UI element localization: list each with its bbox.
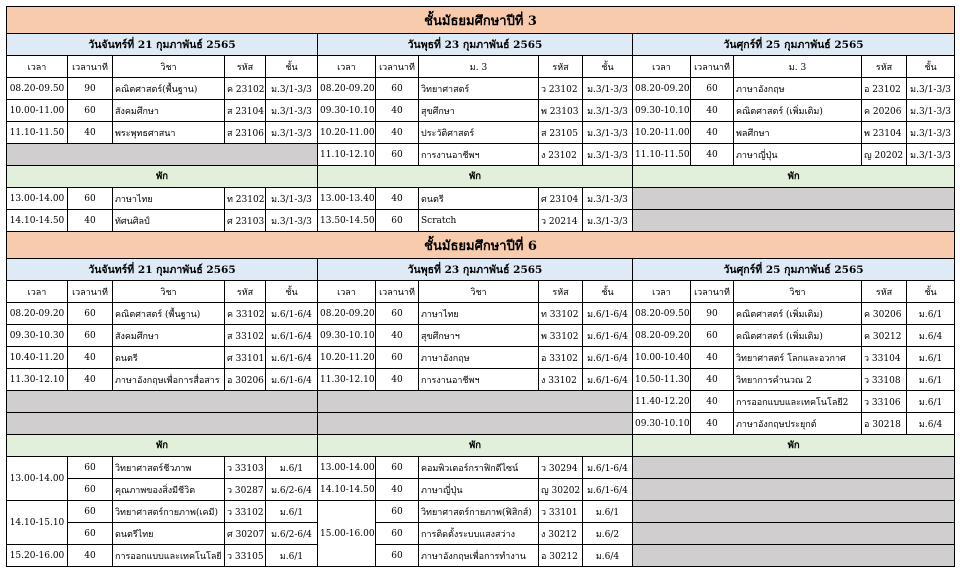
m3-mon-class-cell: ม.3/1-3/3	[266, 78, 318, 100]
m3-fri-minutes-cell: 60	[691, 78, 734, 100]
m6-fri-code-cell: ว 33106	[862, 391, 907, 413]
m3-fri-minutes-cell: 40	[691, 144, 734, 166]
m6-mon-time-cell: 08.20-09.20	[7, 303, 68, 325]
m3-day-header-row	[7, 34, 955, 56]
m6-mon-time-cell: 13.00-14.00	[7, 457, 68, 501]
m6-wed-col-header: เวลา	[318, 281, 376, 303]
m3-wed-minutes-cell: 60	[376, 78, 419, 100]
m3-mon-empty-cell	[7, 144, 318, 166]
m6-fri-subject-cell: วิทยาการคำนวณ 2	[734, 369, 862, 391]
m3-fri-subject-cell: ภาษาอังกฤษ	[734, 78, 862, 100]
m3-mon-minutes-cell: 40	[68, 210, 113, 232]
m3-fri-break-label: พัก	[633, 166, 955, 188]
m6-fri-col-header: เวลา	[633, 281, 691, 303]
m6-wed-minutes-cell: 60	[376, 347, 419, 369]
m3-afternoon-row	[7, 188, 955, 210]
m6-mon-class-cell: ม.6/1	[266, 457, 318, 479]
m3-break-row	[7, 166, 955, 188]
m6-mon-class-cell: ม.6/2-6/4	[266, 479, 318, 501]
m6-fri-code-cell: ค 30206	[862, 303, 907, 325]
m6-wed-col-header: รหัส	[539, 281, 583, 303]
m3-wed-code-cell: พ 23103	[539, 100, 583, 122]
m6-mon-class-cell: ม.6/2-6/4	[266, 523, 318, 545]
m3-fri-subject-cell: ภาษาญี่ปุ่น	[734, 144, 862, 166]
m3-wed-minutes-cell: 40	[376, 100, 419, 122]
m6-wed-code-cell: อ 33102	[539, 347, 583, 369]
m3-wed-subject-cell: ประวัติศาสตร์	[419, 122, 539, 144]
m3-title-row	[7, 7, 955, 34]
m6-mon-time-cell: 09.30-10.30	[7, 325, 68, 347]
m3-wed-time-cell: 08.20-09.20	[318, 78, 376, 100]
m6-morning-row	[7, 303, 955, 325]
m6-wed-code-cell: ท 33102	[539, 303, 583, 325]
m3-mon-time-cell: 13.00-14.00	[7, 188, 68, 210]
m3-fri-empty-cell	[633, 188, 955, 210]
m6-mon-col-header: รหัส	[225, 281, 266, 303]
m3-mon-col-header: เวลา	[7, 56, 68, 78]
m6-mon-class-cell: ม.6/1-6/4	[266, 347, 318, 369]
m6-fri-subject-cell: ภาษาอังกฤษประยุกต์	[734, 413, 862, 435]
m3-column-header-row	[7, 56, 955, 78]
m6-wed-subject-cell: ภาษาอังกฤษเพื่อการทำงาน	[419, 545, 539, 567]
m3-wed-code-cell: ส 23105	[539, 122, 583, 144]
m3-fri-subject-cell: พลศึกษา	[734, 122, 862, 144]
m3-mon-col-header: ชั้น	[266, 56, 318, 78]
m6-wed-time-cell: 10.20-11.20	[318, 347, 376, 369]
m3-fri-subject-cell: คณิตศาสตร์ (เพิ่มเติม)	[734, 100, 862, 122]
m6-fri-time-cell: 09.30-10.10	[633, 413, 691, 435]
m6-wed-class-cell: ม.6/1-6/4	[583, 347, 633, 369]
m6-mon-minutes-cell: 60	[68, 457, 113, 479]
m3-afternoon-row	[7, 210, 955, 232]
m3-wed-class-cell: ม.3/1-3/3	[583, 188, 633, 210]
m3-fri-minutes-cell: 40	[691, 100, 734, 122]
m3-mon-code-cell: ค 23102	[225, 78, 266, 100]
m6-day-header-row	[7, 259, 955, 281]
m6-fri-minutes-cell: 90	[691, 303, 734, 325]
schedule-body	[7, 7, 955, 567]
m6-fri-col-header: รหัส	[862, 281, 907, 303]
m6-wed-class-cell: ม.6/4	[583, 545, 633, 567]
m6-fri-minutes-cell: 40	[691, 413, 734, 435]
m6-wed-code-cell: ว 33101	[539, 501, 583, 523]
m6-mon-code-cell: ว 33105	[225, 545, 266, 567]
m3-mon-time-cell: 10.00-11.00	[7, 100, 68, 122]
m6-wed-subject-cell: ภาษาญี่ปุ่น	[419, 479, 539, 501]
m3-wed-code-cell: ว 20214	[539, 210, 583, 232]
m6-mon-time-cell: 15.20-16.00	[7, 545, 68, 567]
m6-fri-minutes-cell: 40	[691, 369, 734, 391]
m6-fri-empty-cell	[633, 523, 955, 545]
m6-mon-code-cell: ศ 30207	[225, 523, 266, 545]
m3-mon-code-cell: ส 23106	[225, 122, 266, 144]
m6-title-row	[7, 232, 955, 259]
m3-day-mon-header: วันจันทร์ที่ 21 กุมภาพันธ์ 2565	[7, 34, 318, 56]
m6-wed-code-cell: ญ 30202	[539, 479, 583, 501]
m6-title: ชั้นมัธยมศึกษาปีที่ 6	[7, 232, 955, 259]
m6-fri-empty-cell	[633, 545, 955, 567]
m3-wed-col-header: ชั้น	[583, 56, 633, 78]
m3-mon-subject-cell: ทัศนศิลป์	[113, 210, 225, 232]
m6-mon-empty-cell	[7, 413, 318, 435]
m6-wed-class-cell: ม.6/1	[583, 501, 633, 523]
m6-fri-class-cell: ม.6/4	[907, 413, 955, 435]
m6-mon-class-cell: ม.6/1-6/4	[266, 369, 318, 391]
m3-wed-minutes-cell: 60	[376, 144, 419, 166]
m6-mon-code-cell: ว 33102	[225, 501, 266, 523]
m3-morning-row	[7, 144, 955, 166]
m6-mon-class-cell: ม.6/1	[266, 501, 318, 523]
m6-wed-class-cell: ม.6/1-6/4	[583, 303, 633, 325]
m3-mon-time-cell: 14.10-14.50	[7, 210, 68, 232]
m6-break-row	[7, 435, 955, 457]
m6-fri-code-cell: ว 33108	[862, 369, 907, 391]
m6-mon-class-cell: ม.6/1-6/4	[266, 303, 318, 325]
m6-fri-time-cell: 10.50-11.30	[633, 369, 691, 391]
m6-mon-minutes-cell: 60	[68, 501, 113, 523]
m3-morning-row	[7, 78, 955, 100]
m6-wed-minutes-cell: 60	[376, 457, 419, 479]
m6-wed-code-cell: พ 33102	[539, 325, 583, 347]
m6-column-header-row	[7, 281, 955, 303]
m6-mon-minutes-cell: 60	[68, 523, 113, 545]
m6-wed-subject-cell: วิทยาศาสตร์กายภาพ(ฟิสิกส์)	[419, 501, 539, 523]
m6-wed-col-header: เวลานาที	[376, 281, 419, 303]
m6-wed-code-cell: ง 33102	[539, 369, 583, 391]
m6-mon-col-header: เวลานาที	[68, 281, 113, 303]
m6-fri-empty-cell	[633, 501, 955, 523]
m6-mon-col-header: ชั้น	[266, 281, 318, 303]
m3-mon-class-cell: ม.3/1-3/3	[266, 188, 318, 210]
m6-afternoon-row	[7, 523, 955, 545]
m6-mon-break-label: พัก	[7, 435, 318, 457]
m6-mon-col-header: เวลา	[7, 281, 68, 303]
m3-fri-col-header: ชั้น	[907, 56, 955, 78]
m3-morning-row	[7, 100, 955, 122]
m6-mon-subject-cell: สังคมศึกษา	[113, 325, 225, 347]
m3-wed-subject-cell: สุขศึกษา	[419, 100, 539, 122]
m3-wed-code-cell: ว 23102	[539, 78, 583, 100]
m3-fri-code-cell: ญ 20202	[862, 144, 907, 166]
m3-fri-col-header: เวลา	[633, 56, 691, 78]
m6-wed-code-cell: อ 30212	[539, 545, 583, 567]
m6-wed-subject-cell: คอมพิวเตอร์กราฟิกดีไซน์	[419, 457, 539, 479]
m3-wed-time-cell: 10.20-11.00	[318, 122, 376, 144]
m6-wed-subject-cell: สุขศึกษาฯ	[419, 325, 539, 347]
m6-wed-minutes-cell: 60	[376, 523, 419, 545]
m6-mon-code-cell: ค 33102	[225, 303, 266, 325]
m6-wed-code-cell: ว 30294	[539, 457, 583, 479]
m6-fri-time-cell: 11.40-12.20	[633, 391, 691, 413]
m3-mon-class-cell: ม.3/1-3/3	[266, 122, 318, 144]
m6-mon-code-cell: ส 33102	[225, 325, 266, 347]
m6-wed-time-cell: 11.30-12.10	[318, 369, 376, 391]
m3-mon-minutes-cell: 60	[68, 100, 113, 122]
m6-wed-time-cell: 08.20-09.20	[318, 303, 376, 325]
m3-wed-col-header: ม. 3	[419, 56, 539, 78]
m3-mon-minutes-cell: 90	[68, 78, 113, 100]
m3-wed-time-cell: 11.10-12.10	[318, 144, 376, 166]
m3-wed-col-header: เวลา	[318, 56, 376, 78]
m3-fri-code-cell: อ 23102	[862, 78, 907, 100]
m6-mon-subject-cell: วิทยาศาสตร์กายภาพ(เคมี)	[113, 501, 225, 523]
m6-afternoon-row	[7, 457, 955, 479]
m6-fri-code-cell: อ 30218	[862, 413, 907, 435]
m6-mon-minutes-cell: 60	[68, 325, 113, 347]
m3-mon-minutes-cell: 40	[68, 122, 113, 144]
m3-wed-time-cell: 13.50-14.50	[318, 210, 376, 232]
m6-mon-code-cell: อ 30206	[225, 369, 266, 391]
m6-wed-subject-cell: การงานอาชีพฯ	[419, 369, 539, 391]
m3-mon-minutes-cell: 60	[68, 188, 113, 210]
m3-wed-subject-cell: วิทยาศาสตร์	[419, 78, 539, 100]
m3-mon-subject-cell: คณิตศาสตร์(พื้นฐาน)	[113, 78, 225, 100]
m6-morning-row	[7, 391, 955, 413]
m6-wed-subject-cell: ภาษาอังกฤษ	[419, 347, 539, 369]
m6-fri-class-cell: ม.6/1	[907, 369, 955, 391]
m6-fri-time-cell: 10.00-10.40	[633, 347, 691, 369]
m3-fri-col-header: รหัส	[862, 56, 907, 78]
m6-morning-row	[7, 369, 955, 391]
schedule-table	[6, 6, 955, 567]
m6-wed-time-cell: 09.30-10.10	[318, 325, 376, 347]
m6-fri-col-header: วิชา	[734, 281, 862, 303]
m3-fri-col-header: เวลานาที	[691, 56, 734, 78]
m6-afternoon-row	[7, 501, 955, 523]
m3-fri-time-cell: 09.30-10.10	[633, 100, 691, 122]
m6-fri-subject-cell: คณิตศาสตร์ (เพิ่มเติม)	[734, 303, 862, 325]
m3-mon-code-cell: ศ 23103	[225, 210, 266, 232]
m3-fri-code-cell: พ 23104	[862, 122, 907, 144]
m6-wed-subject-cell: การติดตั้งระบบแสงสว่าง	[419, 523, 539, 545]
m6-fri-class-cell: ม.6/1	[907, 303, 955, 325]
m3-fri-class-cell: ม.3/1-3/3	[907, 144, 955, 166]
m3-mon-class-cell: ม.3/1-3/3	[266, 210, 318, 232]
m6-wed-empty-cell	[318, 413, 633, 435]
m3-fri-code-cell: ค 20206	[862, 100, 907, 122]
m6-mon-class-cell: ม.6/1-6/4	[266, 325, 318, 347]
m6-wed-col-header: ชั้น	[583, 281, 633, 303]
m3-wed-class-cell: ม.3/1-3/3	[583, 210, 633, 232]
m6-mon-minutes-cell: 40	[68, 369, 113, 391]
m3-mon-time-cell: 08.20-09.50	[7, 78, 68, 100]
m3-mon-subject-cell: พระพุทธศาสนา	[113, 122, 225, 144]
m3-mon-subject-cell: สังคมศึกษา	[113, 100, 225, 122]
m3-mon-col-header: เวลานาที	[68, 56, 113, 78]
m3-mon-break-label: พัก	[7, 166, 318, 188]
m6-wed-class-cell: ม.6/1-6/4	[583, 369, 633, 391]
m6-morning-row	[7, 413, 955, 435]
m3-wed-code-cell: ง 23102	[539, 144, 583, 166]
m6-mon-subject-cell: คุณภาพของสิ่งมีชีวิต	[113, 479, 225, 501]
m6-wed-minutes-cell: 60	[376, 545, 419, 567]
m3-wed-minutes-cell: 60	[376, 210, 419, 232]
m3-day-wed-header: วันพุธที่ 23 กุมภาพันธ์ 2565	[318, 34, 633, 56]
m3-fri-class-cell: ม.3/1-3/3	[907, 78, 955, 100]
m6-day-mon-header: วันจันทร์ที่ 21 กุมภาพันธ์ 2565	[7, 259, 318, 281]
m6-fri-code-cell: ค 30212	[862, 325, 907, 347]
m3-mon-col-header: วิชา	[113, 56, 225, 78]
m3-wed-minutes-cell: 40	[376, 188, 419, 210]
m3-wed-subject-cell: การงานอาชีพฯ	[419, 144, 539, 166]
m3-title: ชั้นมัธยมศึกษาปีที่ 3	[7, 7, 955, 34]
m6-wed-empty-cell	[318, 391, 633, 413]
m6-wed-minutes-cell: 60	[376, 501, 419, 523]
m6-fri-time-cell: 08.20-09.50	[633, 303, 691, 325]
m6-fri-col-header: เวลานาที	[691, 281, 734, 303]
m6-mon-minutes-cell: 40	[68, 545, 113, 567]
m3-fri-col-header: ม. 3	[734, 56, 862, 78]
m6-fri-class-cell: ม.6/1	[907, 391, 955, 413]
m6-mon-code-cell: ว 33103	[225, 457, 266, 479]
m6-mon-subject-cell: วิทยาศาสตร์ชีวภาพ	[113, 457, 225, 479]
m3-fri-minutes-cell: 40	[691, 122, 734, 144]
m6-mon-col-header: วิชา	[113, 281, 225, 303]
m6-wed-minutes-cell: 40	[376, 325, 419, 347]
m3-wed-time-cell: 09.30-10.10	[318, 100, 376, 122]
m3-wed-subject-cell: Scratch	[419, 210, 539, 232]
m6-wed-code-cell: ง 30212	[539, 523, 583, 545]
m3-wed-code-cell: ศ 23104	[539, 188, 583, 210]
m3-wed-minutes-cell: 40	[376, 122, 419, 144]
m3-wed-subject-cell: ดนตรี	[419, 188, 539, 210]
m3-mon-code-cell: ท 23102	[225, 188, 266, 210]
m6-day-wed-header: วันพุธที่ 23 กุมภาพันธ์ 2565	[318, 259, 633, 281]
m3-wed-class-cell: ม.3/1-3/3	[583, 144, 633, 166]
m6-mon-time-cell: 11.30-12.10	[7, 369, 68, 391]
m6-mon-time-cell: 14.10-15.10	[7, 501, 68, 545]
m6-fri-empty-cell	[633, 457, 955, 479]
m3-mon-time-cell: 11.10-11.50	[7, 122, 68, 144]
m3-mon-class-cell: ม.3/1-3/3	[266, 100, 318, 122]
m3-wed-class-cell: ม.3/1-3/3	[583, 100, 633, 122]
m6-mon-minutes-cell: 60	[68, 479, 113, 501]
m6-mon-subject-cell: ภาษาอังกฤษเพื่อการสื่อสาร	[113, 369, 225, 391]
m3-wed-break-label: พัก	[318, 166, 633, 188]
m6-wed-class-cell: ม.6/2	[583, 523, 633, 545]
m6-mon-subject-cell: ดนตรี	[113, 347, 225, 369]
m3-fri-time-cell: 08.20-09.20	[633, 78, 691, 100]
m6-afternoon-row	[7, 479, 955, 501]
m6-fri-minutes-cell: 40	[691, 347, 734, 369]
m6-fri-break-label: พัก	[633, 435, 955, 457]
m3-mon-code-cell: ส 23104	[225, 100, 266, 122]
m3-fri-time-cell: 11.10-11.50	[633, 144, 691, 166]
m6-mon-time-cell: 10.40-11.20	[7, 347, 68, 369]
m3-wed-col-header: เวลานาที	[376, 56, 419, 78]
m6-mon-subject-cell: ดนตรีไทย	[113, 523, 225, 545]
m3-mon-subject-cell: ภาษาไทย	[113, 188, 225, 210]
m6-mon-minutes-cell: 40	[68, 347, 113, 369]
m6-wed-subject-cell: ภาษาไทย	[419, 303, 539, 325]
m6-wed-minutes-cell: 40	[376, 369, 419, 391]
m6-fri-code-cell: ว 33104	[862, 347, 907, 369]
m6-mon-subject-cell: คณิตศาสตร์ (พื้นฐาน)	[113, 303, 225, 325]
m6-wed-minutes-cell: 60	[376, 303, 419, 325]
m3-wed-class-cell: ม.3/1-3/3	[583, 122, 633, 144]
m3-fri-class-cell: ม.3/1-3/3	[907, 122, 955, 144]
m6-mon-class-cell: ม.6/1	[266, 545, 318, 567]
m6-fri-subject-cell: วิทยาศาสตร์ โลกและอวกาศ	[734, 347, 862, 369]
m6-morning-row	[7, 325, 955, 347]
m6-fri-subject-cell: การออกแบบและเทคโนโลยี2	[734, 391, 862, 413]
m6-fri-minutes-cell: 60	[691, 325, 734, 347]
m3-day-fri-header: วันศุกร์ที่ 25 กุมภาพันธ์ 2565	[633, 34, 955, 56]
m3-morning-row	[7, 122, 955, 144]
m3-wed-class-cell: ม.3/1-3/3	[583, 78, 633, 100]
m6-wed-col-header: วิชา	[419, 281, 539, 303]
m6-fri-minutes-cell: 40	[691, 391, 734, 413]
m6-fri-col-header: ชั้น	[907, 281, 955, 303]
m6-wed-minutes-cell: 40	[376, 479, 419, 501]
m6-fri-class-cell: ม.6/1	[907, 347, 955, 369]
m3-fri-class-cell: ม.3/1-3/3	[907, 100, 955, 122]
m6-fri-time-cell: 08.20-09.20	[633, 325, 691, 347]
m6-fri-empty-cell	[633, 479, 955, 501]
m6-wed-class-cell: ม.6/1-6/4	[583, 479, 633, 501]
m6-afternoon-row	[7, 545, 955, 567]
m3-wed-col-header: รหัส	[539, 56, 583, 78]
m3-wed-time-cell: 13.00-13.40	[318, 188, 376, 210]
m6-mon-subject-cell: การออกแบบและเทคโนโลยี	[113, 545, 225, 567]
m6-mon-minutes-cell: 60	[68, 303, 113, 325]
m6-mon-empty-cell	[7, 391, 318, 413]
m6-fri-class-cell: ม.6/4	[907, 325, 955, 347]
m6-wed-time-cell: 15.00-16.00	[318, 501, 376, 567]
m3-mon-col-header: รหัส	[225, 56, 266, 78]
m6-wed-time-cell: 13.00-14.00	[318, 457, 376, 479]
m3-fri-empty-cell	[633, 210, 955, 232]
m6-morning-row	[7, 347, 955, 369]
m6-fri-subject-cell: คณิตศาสตร์ (เพิ่มเติม)	[734, 325, 862, 347]
m6-wed-break-label: พัก	[318, 435, 633, 457]
m6-wed-class-cell: ม.6/1-6/4	[583, 457, 633, 479]
m6-mon-code-cell: ว 30287	[225, 479, 266, 501]
m6-wed-class-cell: ม.6/1-6/4	[583, 325, 633, 347]
m6-day-fri-header: วันศุกร์ที่ 25 กุมภาพันธ์ 2565	[633, 259, 955, 281]
m6-wed-time-cell: 14.10-14.50	[318, 479, 376, 501]
m3-fri-time-cell: 10.20-11.00	[633, 122, 691, 144]
m6-mon-code-cell: ศ 33101	[225, 347, 266, 369]
